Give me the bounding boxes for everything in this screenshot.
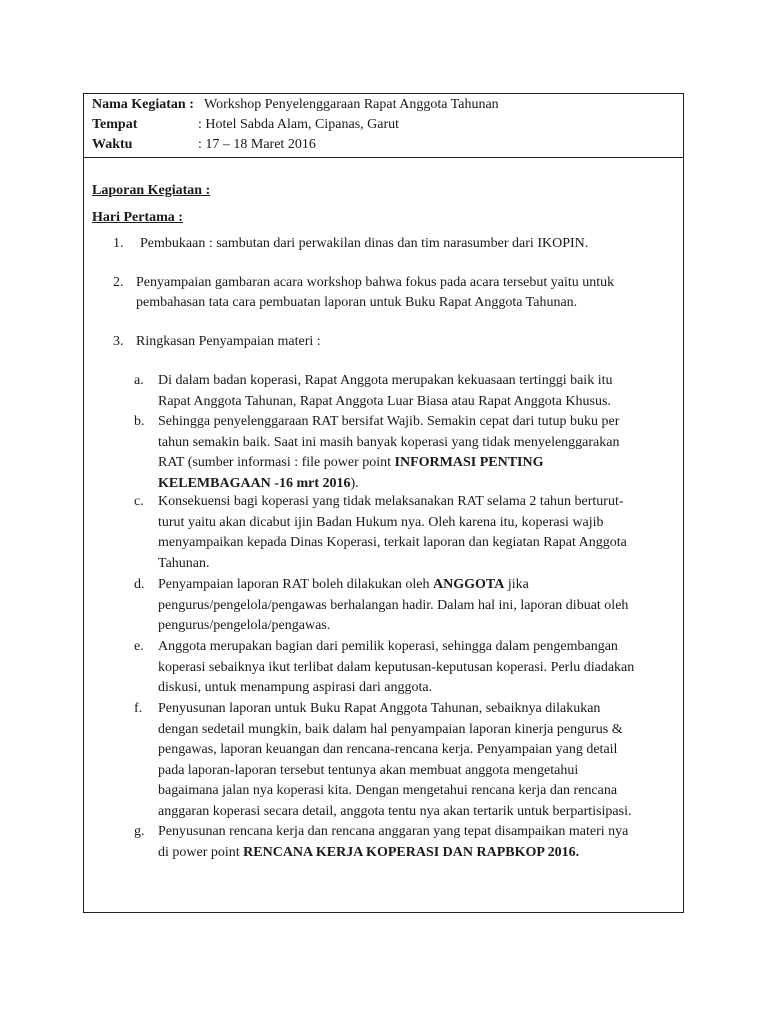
subitem-text: Penyampaian laporan RAT boleh dilakukan oleh ANGGOTA jika pengurus/pengelola/pengawas berhalangan hadir. Dalam hal ini, laporan dibuat oleh pengurus/pengelola/pengawas. <box>158 577 629 633</box>
subitem-letter: g. <box>134 824 145 839</box>
tempat-value: : Hotel Sabda Alam, Cipanas, Garut <box>198 117 400 132</box>
item-text: Pembukaan : sambutan dari perwakilan dinas dan tim narasumber dari IKOPIN. <box>140 236 589 251</box>
subitem-letter: b. <box>134 414 145 429</box>
document-box <box>83 93 684 913</box>
item-number: 3. <box>113 334 124 349</box>
subitem-text: Penyusunan laporan untuk Buku Rapat Anggota Tahunan, sebaiknya dilakukan dengan sedetail mungkin, baik dalam hal penyampaian laporan kinerja pengurus & pengawas, laporan keuangan dan rencana-rencana kerja. Penyampaian yang detail pada laporan-laporan tersebut tentunya akan membuat anggota mengetahui bagaimana jalan nya koperasi kita. Dengan mengetahui rencana kerja dan rencana anggaran koperasi secara detail, anggota tentu nya akan tertarik untuk berpartisipasi. <box>158 701 632 819</box>
subitem-text: Di dalam badan koperasi, Rapat Anggota merupakan kekuasaan tertinggi baik itu Rapat Anggota Tahunan, Rapat Anggota Luar Biasa atau Rapat Anggota Khusus. <box>158 373 613 409</box>
activity-header <box>84 94 683 158</box>
subitem-text: Konsekuensi bagi koperasi yang tidak melaksanakan RAT selama 2 tahun berturut- turut yaitu akan dicabut ijin Badan Hukum nya. Oleh karena itu, koperasi wajib menyampaikan kepada Dinas Koperasi, terkait laporan dan kegiatan Rapat Anggota Tahunan. <box>158 494 627 571</box>
subitem-text: Penyusunan rencana kerja dan rencana anggaran yang tepat disampaikan materi nya di power point RENCANA KERJA KOPERASI DAN RAPBKOP 2016. <box>158 824 629 860</box>
subitem-letter: c. <box>134 494 144 509</box>
subitem-text: Sehingga penyelenggaraan RAT bersifat Wajib. Semakin cepat dari tutup buku per tahun semakin baik. Saat ini masih banyak koperasi yang tidak menyelenggarakan RAT (sumber informasi : file power point INFORMASI PENTING KELEMBAGAAN -16 mrt 2016). <box>158 414 620 491</box>
item-text: Ringkasan Penyampaian materi : <box>136 334 321 349</box>
subitem-letter: f. <box>134 701 143 716</box>
waktu-value: : 17 – 18 Maret 2016 <box>198 137 316 152</box>
nama-kegiatan-value: Workshop Penyelenggaraan Rapat Anggota Tahunan <box>204 97 499 112</box>
subitem-letter: d. <box>134 577 145 592</box>
item-number: 2. <box>113 275 124 290</box>
report-title: Laporan Kegiatan : <box>92 183 211 198</box>
subitem-letter: a. <box>134 373 144 388</box>
nama-kegiatan-label: Nama Kegiatan : <box>92 97 194 112</box>
subitem-text: Anggota merupakan bagian dari pemilik koperasi, sehingga dalam pengembangan koperasi sebaiknya ikut terlibat dalam keputusan-keputusan koperasi. Perlu diadakan diskusi, untuk menampung aspirasi dari anggota. <box>158 639 635 695</box>
subitem-letter: e. <box>134 639 144 654</box>
tempat-label: Tempat <box>92 117 138 132</box>
item-number: 1. <box>113 236 124 251</box>
item-text: Penyampaian gambaran acara workshop bahwa fokus pada acara tersebut yaitu untuk pembahasan tata cara pembuatan laporan untuk Buku Rapat Anggota Tahunan. <box>136 275 615 310</box>
waktu-label: Waktu <box>92 137 133 152</box>
day-title: Hari Pertama : <box>92 210 183 225</box>
